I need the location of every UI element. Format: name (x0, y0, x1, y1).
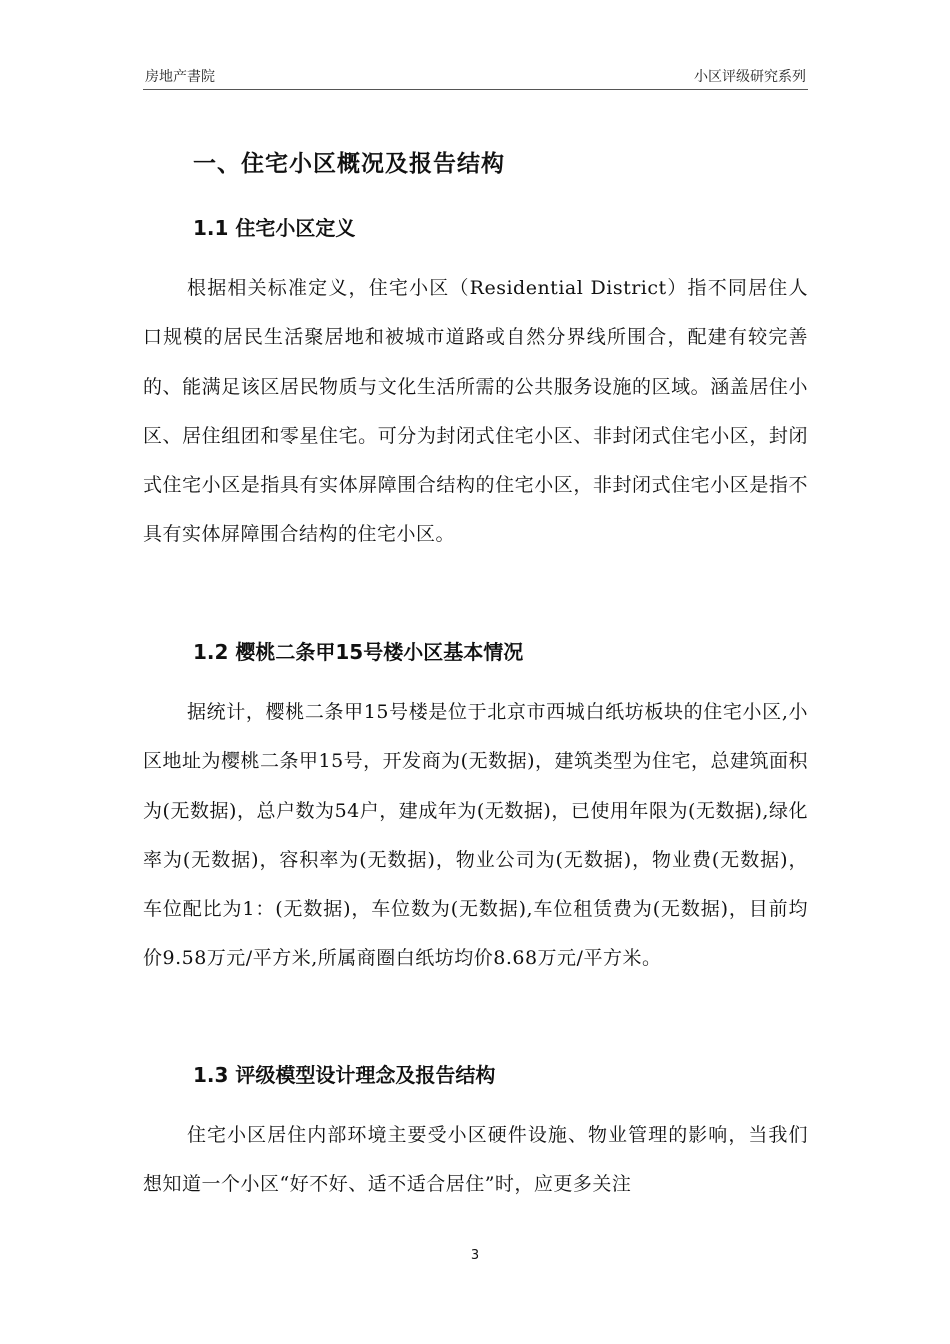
section-1-3-paragraph: 住宅小区居住内部环境主要受小区硬件设施、物业管理的影响，当我们想知道一个小区“好不好、适不适合居住”时，应更多关注 (143, 1124, 808, 1196)
section-1-1-paragraph: 根据相关标准定义，住宅小区（Residential District）指不同居住人口规模的居民生活聚居地和被城市道路或自然分界线所围合，配建有较完善的、能满足该区居民物质与文化生活所需的公共服务设施的区域。涵盖居住小区、居住组团和零星住宅。可分为封闭式住宅小区、非封闭式住宅小区，封闭式住宅小区是指具有实体屏障围合结构的住宅小区，非封闭式住宅小区是指不具有实体屏障围合结构的住宅小区。 (143, 277, 808, 546)
chapter-title: 一、住宅小区概况及报告结构 (193, 151, 505, 177)
section-1-2-paragraph: 据统计，樱桃二条甲15号楼是位于北京市西城白纸坊板块的住宅小区,小区地址为樱桃二条甲15号，开发商为(无数据)，建筑类型为住宅，总建筑面积为(无数据)，总户数为54户，建成年为(无数据)，已使用年限为(无数据),绿化率为(无数据)，容积率为(无数据)，物业公司为(无数据)，物业费(无数据)，车位配比为1：(无数据)，车位数为(无数据),车位租赁费为(无数据)，目前均价9.58万元/平方米,所属商圈白纸坊均价8.68万元/平方米。 (143, 701, 809, 970)
header-divider (143, 89, 808, 90)
page-number: 3 (470, 1248, 480, 1263)
header-publisher: 房地产書院 (145, 69, 215, 85)
page-header (143, 66, 808, 88)
section-heading-1-2: 1.2 樱桃二条甲15号楼小区基本情况 (193, 640, 524, 664)
section-heading-1-3: 1.3 评级模型设计理念及报告结构 (193, 1063, 496, 1087)
header-series-title: 小区评级研究系列 (694, 69, 806, 85)
section-heading-1-1: 1.1 住宅小区定义 (193, 216, 356, 240)
